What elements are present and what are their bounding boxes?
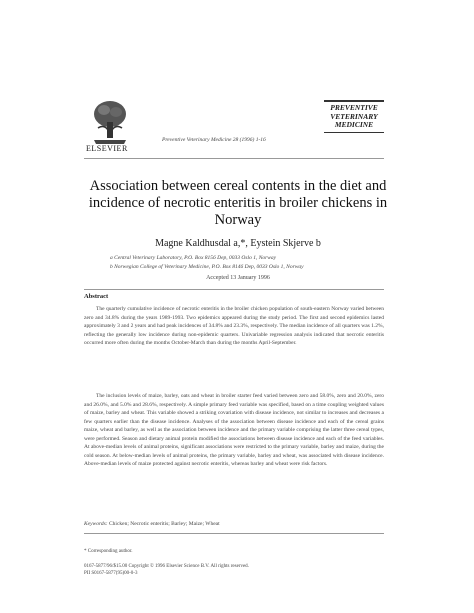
journal-citation: Preventive Veterinary Medicine 28 (1996) 1-16	[162, 137, 266, 143]
article-authors: Magne Kaldhusdal a,*, Eystein Skjerve b	[155, 238, 321, 249]
abstract-bottom-rule	[84, 533, 384, 534]
badge-bottom-rule	[324, 132, 384, 133]
copyright-block	[84, 563, 384, 577]
badge-line-3: MEDICINE	[334, 120, 374, 129]
keywords-values: Chicken; Necrotic enteritis; Barley; Maize; Wheat	[109, 521, 220, 527]
journal-badge	[324, 100, 384, 133]
copyright-line-2: PII S0167-5877(95)00-0-3	[84, 571, 138, 576]
copyright-line-1: 0167-5877/96/$15.00 Copyright © 1996 Elsevier Science B.V. All rights reserved.	[84, 564, 249, 569]
accepted-date: Accepted 13 January 1996	[206, 275, 270, 281]
abstract-top-rule	[84, 289, 384, 290]
corresponding-author-footnote: * Corresponding author.	[84, 549, 133, 554]
keywords-label: Keywords:	[84, 521, 108, 527]
elsevier-tree-logo	[90, 98, 130, 144]
publisher-name: ELSEVIER	[86, 144, 128, 153]
abstract-paragraph-1: The quarterly cumulative incidence of necrotic enteritis in the broiler chicken population of south-eastern Norway varied between zero and 34.8% during the years 1989-1993. Two epidemics appeared during the study period. The first and second epidemics lasted approximately 3 and 2 years and had peak incidences of 34.8% and 23.3%, respectively. The median incidence of all quarters was 1.2%, reflecting the generally low incidence during non-epidemic quarters. Univariable regression analysis indicated that necrotic enteritis occurred more often during the months October-March than during the months April-September.	[84, 306, 384, 346]
badge-line-1: PREVENTIVE	[330, 103, 378, 112]
badge-line-2: VETERINARY	[330, 111, 378, 121]
abstract-paragraph-2: The inclusion levels of maize, barley, oats and wheat in broiler starter feed varied between zero and 58.0%, zero and 20.0%, zero and 26.0%, and 5.0% and 28.6%, respectively. A simple primary feed variable was specified, based on a time coupling weighted values of maize, barley and wheat. This variable showed a striking covariation with disease incidence, not similar to increases and decreases a few quarters earlier than the disease incidence. Analyses of the association between disease incidence and each of the cereal grains maize, wheat and barley, as well as the association between incidence and the primary variable comprising the latter three cereal types, were performed. Season and dietary animal protein modified the associations between disease incidence and each of the feed variables. At above-median levels of animal proteins, significant associations were restricted to the primary variable, barley and maize, during the cold season. At below-median levels of animal proteins, the primary variable, barley and wheat, was associated with disease incidence. Above-median levels of maize protected against necrotic enteritis, whereas barley and wheat were risk factors.	[84, 393, 384, 467]
abstract-heading: Abstract	[84, 293, 109, 300]
keywords-line	[84, 521, 384, 527]
affiliation-b: b Norwegian College of Veterinary Medicine, P.O. Box 8146 Dep, 0033 Oslo 1, Norway	[110, 264, 304, 270]
affiliation-a: a Central Veterinary Laboratory, P.O. Box 8156 Dep, 0033 Oslo 1, Norway	[110, 255, 277, 261]
header-divider	[84, 158, 384, 159]
article-title: Association between cereal contents in the diet and incidence of necrotic enteritis in broiler chickens in Norway	[88, 178, 388, 228]
badge-top-rule	[324, 100, 384, 102]
